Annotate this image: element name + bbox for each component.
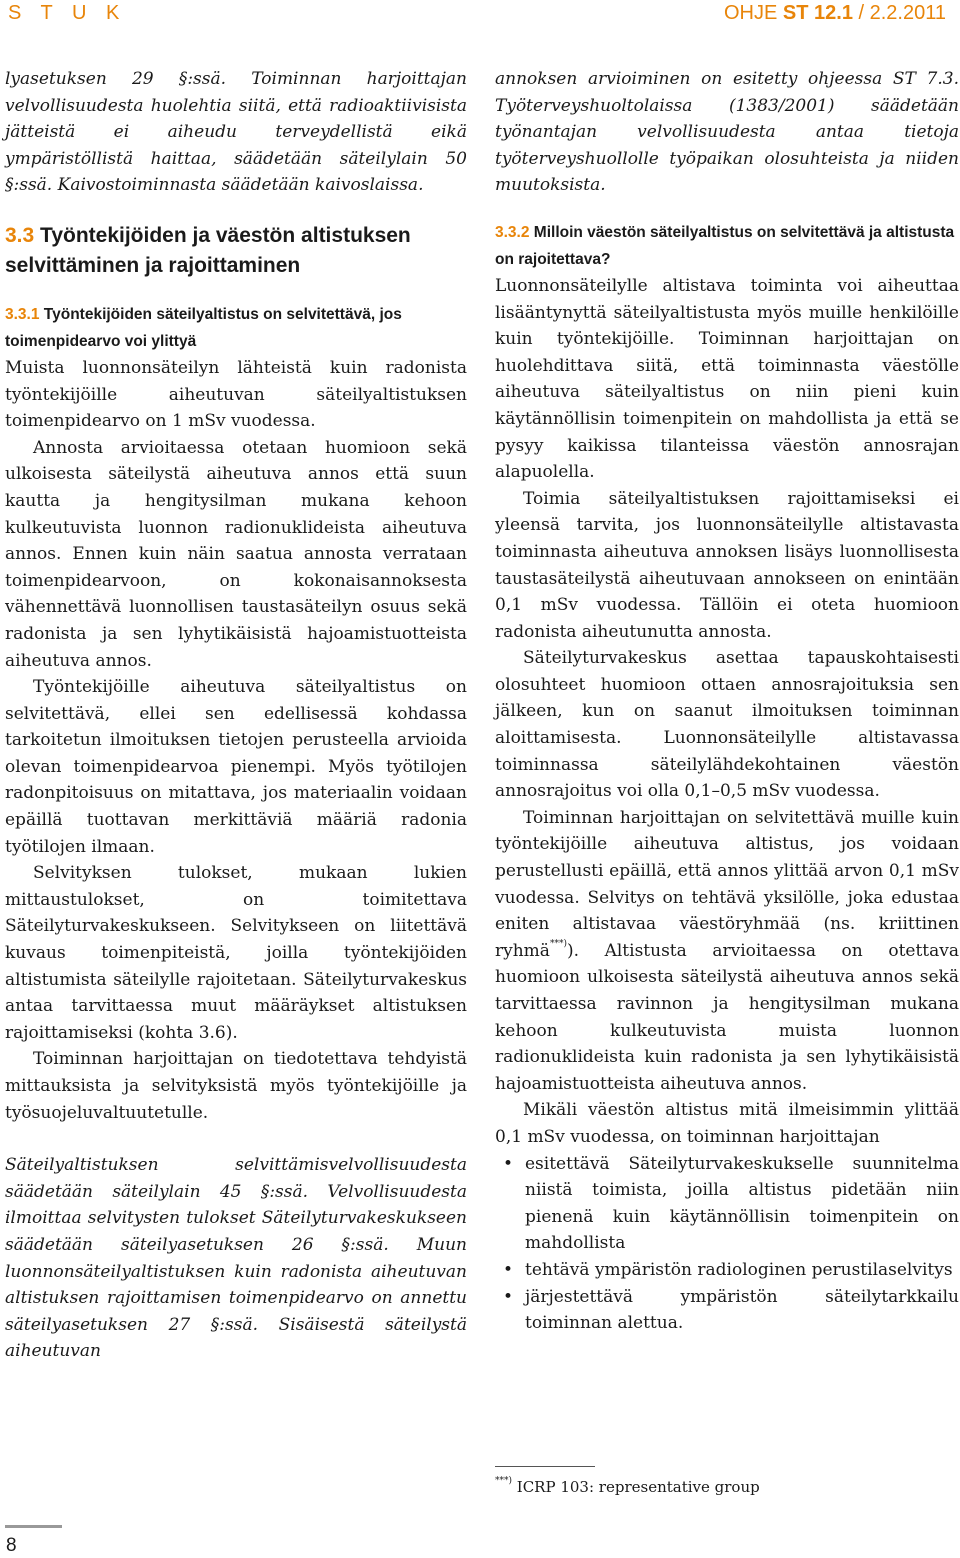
subsection-heading-3-3-2 <box>495 219 959 273</box>
list-item: • esitettävä Säteilyturvakeskukselle suunnitelma niistä toimista, joilla altistus pidetään niin pienenä kuin käytännöllisin toimenpitein on mahdollista <box>495 1151 959 1257</box>
paragraph-text: ). Altistusta arvioitaessa on otettava huomioon ulkoisesta säteilystä aiheutuva annos sekä tarvittaessa ravinnon ja hengitysilman mukana kehoon kulkeutuvista muista luonnon radionuklideista kuin radonista ja sen lyhytikäisistä hajoamistuotteista aiheutuva annos. <box>495 940 959 1094</box>
right-intro-note: annoksen arvioiminen on esitetty ohjeessa ST 7.3. Työterveyshuoltolaissa (1383/2001) säädetään työnantajan velvollisuudesta antaa tietoja työterveyshuollolle työpaikan olosuhteista ja niiden muutoksista. <box>495 69 959 196</box>
footnote-mark: ***) <box>495 1476 513 1486</box>
footnote <box>495 1475 760 1499</box>
page-number: 8 <box>6 1535 17 1556</box>
heading-text: Työntekijöiden säteilyaltistus on selvitettävä, jos toimenpidearvo voi ylittyä <box>5 305 402 350</box>
guide-reference <box>724 2 946 25</box>
footnote-reference: ***) <box>549 938 567 949</box>
heading-text: Milloin väestön säteilyaltistus on selvitettävä ja altistusta on rajoitettava? <box>495 223 955 268</box>
subsection-heading-3-3-1 <box>5 301 467 355</box>
guide-code: ST 12.1 <box>782 2 853 24</box>
paragraph: Toimia säteilyaltistuksen rajoittamiseksi ei yleensä tarvita, jos luonnonsäteilylle altistavasta toiminnasta aiheutuva annoksen lisäys luonnollisesta taustasäteilystä aiheutuvaan annokseen on enintään 0,1 mSv vuodessa. Tällöin ei oteta huomioon radonista aiheutunutta annosta. <box>495 488 959 642</box>
bullet-list <box>495 1151 959 1337</box>
paragraph: Luonnonsäteilylle altistava toiminta voi aiheuttaa lisääntynyttä säteilyaltistusta myös muille henkilöille kuin työntekijöille. Toiminnan harjoittajan on huolehdittava siitä, että toiminnasta väestölle aiheutuva säteilyaltistus on niin pieni kuin käytännöllisin toimenpitein on mahdollista ja että se pysyy kaikissa tilanteissa väestön annosrajan alapuolella. <box>495 275 959 483</box>
right-column <box>495 66 959 1337</box>
footnote-text: ICRP 103: representative group <box>512 1478 760 1496</box>
heading-text: Työntekijöiden ja väestön altistuksen selvittäminen ja rajoittaminen <box>5 223 411 277</box>
footer-divider <box>5 1525 62 1528</box>
paragraph: Mikäli väestön altistus mitä ilmeisimmin ylittää 0,1 mSv vuodessa, on toiminnan harjoittajan <box>495 1100 959 1147</box>
paragraph-text: Toiminnan harjoittajan on selvitettävä muille kuin työntekijöille aiheutuva altistus, jos voidaan perustellusti epäillä, että annos ylittää arvon 0,1 mSv vuodessa. Selvitys on tehtävä yksilölle, joka edustaa eniten altistavaa väestöryhmää (ns. kriittinen ryhmä <box>495 807 959 961</box>
paragraph: Säteilyturvakeskus asettaa tapauskohtaisesti olosuhteet huomioon ottaen annosrajoituksia sen jälkeen, kun on saanut ilmoituksen toiminnan aloittamisesta. Luonnonsäteilylle altistavassa toiminnassa säteilylähdekohtainen väestön annosrajoitus voi olla 0,1–0,5 mSv vuodessa. <box>495 648 959 802</box>
page-header <box>0 0 960 28</box>
footnote-divider <box>495 1466 595 1467</box>
paragraph <box>495 805 959 1098</box>
guide-date: / 2.2.2011 <box>852 2 946 24</box>
paragraph: Toiminnan harjoittajan on tiedotettava tehdyistä mittauksista ja selvityksistä myös työntekijöille ja työsuojeluvaltuutetulle. <box>5 1049 467 1123</box>
list-item: • järjestettävä ympäristön säteilytarkkailu toiminnan alettua. <box>495 1284 959 1337</box>
section-heading-3-3 <box>5 221 467 281</box>
paragraph: Muista luonnonsäteilyn lähteistä kuin radonista työntekijöille aiheutuvan säteilyaltistuksen toimenpidearvo on 1 mSv vuodessa. <box>5 357 467 432</box>
left-intro-note: lyasetuksen 29 §:ssä. Toiminnan harjoittajan velvollisuudesta huolehtia siitä, että radioaktiivisista jätteistä ei aiheudu terveydellistä eikä ympäristöllistä haittaa, säädetään säteilylain 50 §:ssä. Kaivostoiminnasta säädetään kaivoslaissa. <box>5 69 467 196</box>
heading-number: 3.3 <box>5 223 35 247</box>
paragraph: Työntekijöille aiheutuva säteilyaltistus on selvitettävä, ellei sen edellisessä kohdassa tarkoitetun ilmoituksen tietojen perusteella arvioida olevan toimenpidearvoa pienempi. Myös työtilojen radonpitoisuus on mitattava, jos materiaalin voidaan epäillä tuottavan merkittäviä määriä radonia työtilojen ilmaan. <box>5 677 467 857</box>
paragraph: Annosta arvioitaessa otetaan huomioon sekä ulkoisesta säteilystä aiheutuva annos että suun kautta ja hengitysilman mukana kehoon kulkeutuvista luonnon radionuklideista aiheutuva annos. Ennen kuin näin saatua annosta verrataan toimenpidearvoon, on kokonaisannoksesta vähennettävä luonnollisen taustasäteilyn osuus sekä radonista ja sen lyhytikäisistä hajoamistuotteista aiheutuva annos. <box>5 437 467 671</box>
guide-prefix: OHJE <box>724 2 783 24</box>
heading-number: 3.3.1 <box>5 305 40 323</box>
heading-number: 3.3.2 <box>495 223 530 241</box>
section-label: S T U K <box>8 2 127 24</box>
legal-note: Säteilyaltistuksen selvittämisvelvollisuudesta säädetään säteilylain 45 §:ssä. Velvollisuudesta ilmoittaa selvitysten tulokset Säteilyturvakeskukseen säädetään säteilyasetuksen 26 §:ssä. Muun luonnonsäteilyaltistuksen kuin radonista aiheutuvan altistuksen rajoittamisen toimenpidearvo on annettu säteilyasetuksen 27 §:ssä. Sisäisestä säteilystä aiheutuvan <box>5 1155 467 1362</box>
list-item: • tehtävä ympäristön radiologinen perustilaselvitys <box>495 1257 959 1284</box>
paragraph: Selvityksen tulokset, mukaan lukien mittaustulokset, on toimitettava Säteilyturvakeskukseen. Selvitykseen on liitettävä kuvaus toimenpiteistä, joilla työntekijöiden altistumista säteilylle rajoitetaan. Säteilyturvakeskus antaa tarvittaessa muut määräykset altistuksen rajoittamiseksi (kohta 3.6). <box>5 863 467 1043</box>
left-column <box>5 66 467 1365</box>
